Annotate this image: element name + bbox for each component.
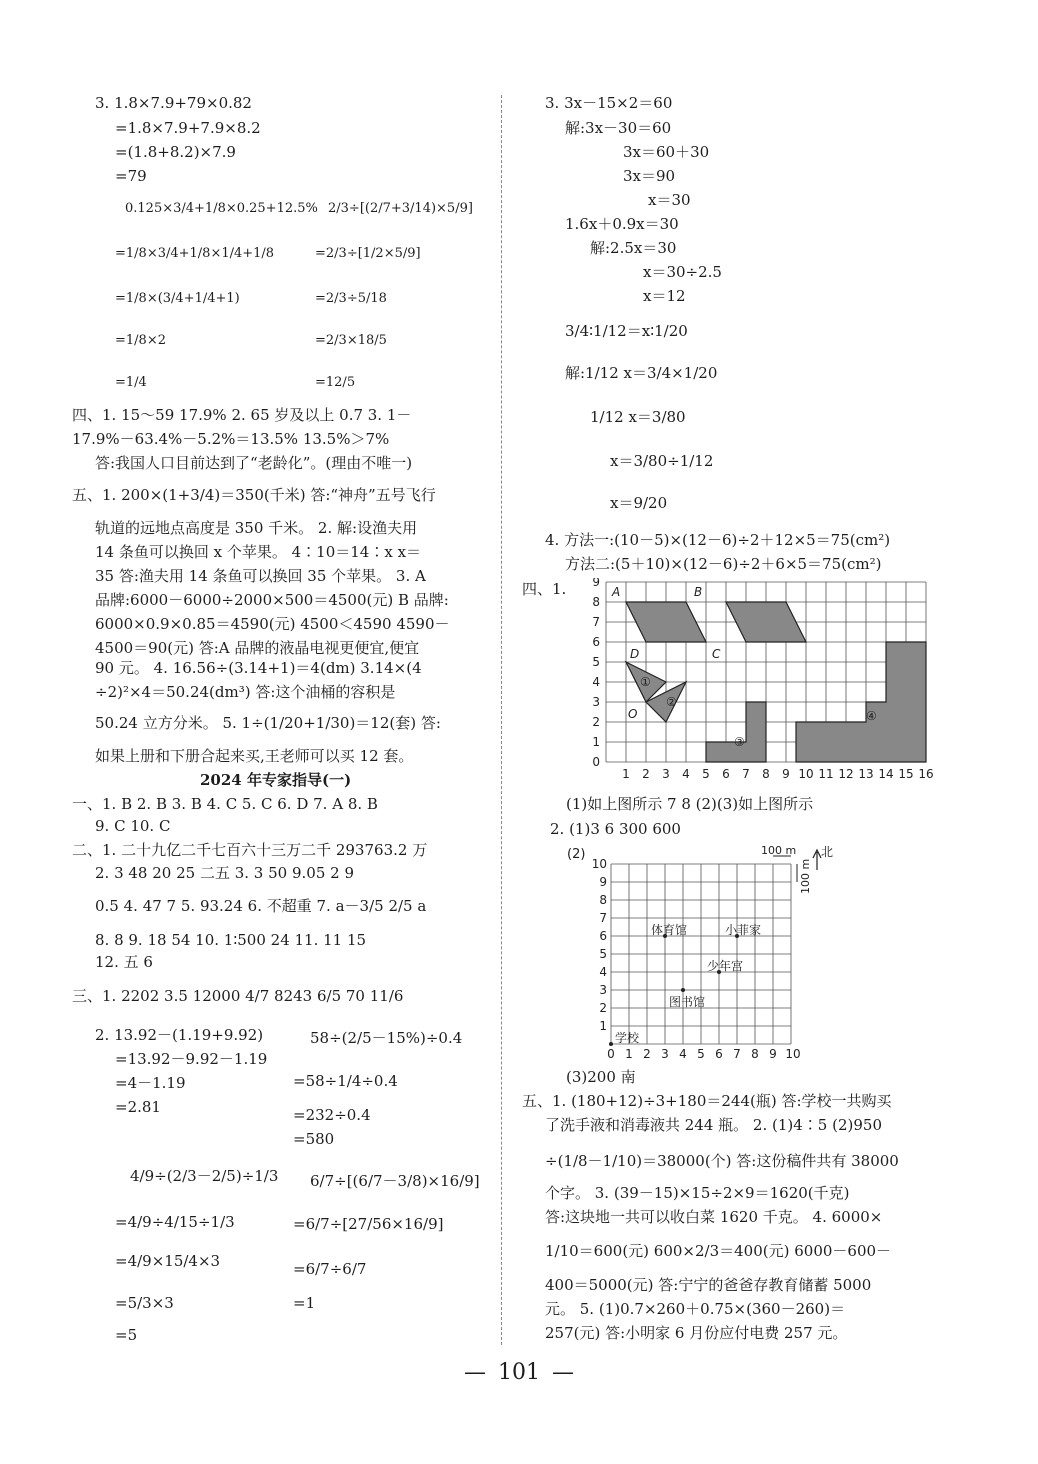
svg-text:3: 3 — [599, 983, 607, 997]
sec4-line-3: 答:我国人口目前达到了“老龄化”。(理由不唯一) — [95, 454, 413, 472]
svg-text:6: 6 — [592, 635, 600, 649]
grid-figure — [570, 578, 940, 792]
svg-text:10: 10 — [798, 767, 814, 781]
svg-text:1: 1 — [625, 1047, 633, 1061]
shape-3-label: ③ — [734, 735, 745, 749]
r-sec5-line-1: 五、1. (180+12)÷3+180＝244(瓶) 答:学校一共购买 — [522, 1092, 892, 1110]
sec3-2-left-1: 2. 13.92－(1.19+9.92) — [95, 1026, 264, 1044]
svg-text:11: 11 — [818, 767, 834, 781]
sec3-3-right-2: =6/7÷[27/56×16/9] — [293, 1215, 444, 1233]
map-figure — [565, 842, 855, 1064]
sec3-line-1: 三、1. 2202 3.5 12000 4/7 8243 6/5 70 11/6 — [72, 987, 404, 1005]
sec2-line-4: 8. 8 9. 18 54 10. 1∶500 24 11. 11 15 — [95, 931, 367, 949]
svg-text:8: 8 — [592, 595, 600, 609]
svg-text:7: 7 — [592, 615, 600, 629]
sec5-line-3: 14 条鱼可以换回 x 个苹果。 4∶10＝14∶x x＝ — [95, 543, 422, 561]
svg-text:3: 3 — [661, 1047, 669, 1061]
svg-text:12: 12 — [838, 767, 854, 781]
point-b-label: B — [694, 585, 703, 599]
r-sec5-line-3: ÷(1/8－1/10)＝38000(个) 答:这份稿件共有 38000 — [545, 1152, 899, 1170]
shape-1-label: ① — [640, 675, 651, 689]
sec4-after-text: (1)如上图所示 7 8 (2)(3)如上图所示 — [566, 795, 814, 813]
grid-x-ticks — [622, 767, 933, 781]
eq1-line-1: 3. 3x－15×2＝60 — [545, 94, 673, 112]
svg-text:1: 1 — [592, 735, 600, 749]
svg-text:5: 5 — [702, 767, 710, 781]
page-number-value: 101 — [498, 1360, 540, 1385]
eq1-line-3: 3x＝60＋30 — [623, 143, 710, 161]
place-library: 图书馆 — [669, 995, 706, 1009]
q3b-left-2: =1/8×3/4+1/8×1/4+1/8 — [115, 246, 275, 261]
sec5-line-10: 50.24 立方分米。 5. 1÷(1/20+1/30)＝12(套) 答: — [95, 714, 441, 732]
q3-line-4: =79 — [115, 167, 147, 185]
q3b-right-5: =12/5 — [315, 375, 356, 390]
eq1-line-2: 解:3x－30＝60 — [565, 119, 672, 137]
place-gym: 体育馆 — [651, 923, 688, 937]
north-label: 北 — [821, 845, 834, 859]
r-sec5-line-4: 个字。 3. (39－15)×15÷2×9＝1620(千克) — [545, 1184, 850, 1202]
q3b-left-5: =1/4 — [115, 375, 147, 390]
sec3-2-right-4: =580 — [293, 1130, 335, 1148]
sec1-line-2: 9. C 10. C — [95, 817, 171, 835]
sec4-label: 四、1. — [522, 580, 567, 598]
sec2-line-3: 0.5 4. 47 7 5. 93.24 6. 不超重 7. a－3/5 2/5 a — [95, 897, 427, 915]
page-number — [0, 1360, 1038, 1385]
sec3-2-right-2: =58÷1/4÷0.4 — [293, 1072, 398, 1090]
sec5-line-1: 五、1. 200×(1+3/4)＝350(千米) 答:“神舟”五号飞行 — [72, 486, 436, 504]
svg-text:4: 4 — [599, 965, 607, 979]
eq1-line-5: x＝30 — [648, 191, 691, 209]
point-d-label: D — [630, 647, 640, 661]
sec3-2-right-1: 58÷(2/5－15%)÷0.4 — [310, 1029, 463, 1047]
svg-text:0: 0 — [592, 755, 600, 769]
sec2-line-1: 二、1. 二十九亿二千七百六十三万二千 293763.2 万 — [72, 841, 428, 859]
sec5-line-5: 品牌:6000－6000÷2000×500＝4500(元) B 品牌: — [95, 591, 449, 609]
svg-text:7: 7 — [599, 911, 607, 925]
point-o-label: O — [628, 707, 638, 721]
sec3-3-right-4: =1 — [293, 1294, 316, 1312]
svg-text:6: 6 — [599, 929, 607, 943]
place-home: 小菲家 — [725, 923, 762, 937]
q3b-right-1: 2/3÷[(2/7+3/14)×5/9] — [328, 201, 473, 216]
q3-line-1: 3. 1.8×7.9+79×0.82 — [95, 94, 252, 112]
svg-text:9: 9 — [592, 578, 600, 589]
sec2-line-5: 12. 五 6 — [95, 953, 153, 971]
svg-text:7: 7 — [742, 767, 750, 781]
sec3-3-left-1: 4/9÷(2/3－2/5)÷1/3 — [130, 1167, 279, 1185]
svg-text:4: 4 — [682, 767, 690, 781]
shape-2-label: ② — [666, 695, 677, 709]
sec1-line-1: 一、1. B 2. B 3. B 4. C 5. C 6. D 7. A 8. B — [72, 795, 378, 813]
sec3-3-left-3: =4/9×15/4×3 — [115, 1252, 221, 1270]
svg-text:4: 4 — [679, 1047, 687, 1061]
dot-school — [609, 1042, 613, 1046]
svg-text:5: 5 — [592, 655, 600, 669]
sec4-3-text: (3)200 南 — [566, 1068, 636, 1086]
q3b-left-1: 0.125×3/4+1/8×0.25+12.5% — [125, 201, 318, 216]
dot-library — [681, 988, 685, 992]
svg-text:2: 2 — [599, 1001, 607, 1015]
eq2-line-4: x＝12 — [643, 287, 686, 305]
map-x-ticks — [607, 1047, 800, 1061]
svg-text:8: 8 — [599, 893, 607, 907]
svg-text:6: 6 — [715, 1047, 723, 1061]
eq3-line-1: 3/4∶1/12＝x∶1/20 — [565, 322, 688, 340]
sec3-2-left-3: =4－1.19 — [115, 1074, 186, 1092]
eq3-line-4: x＝3/80÷1/12 — [610, 452, 714, 470]
scale-vertical: 100 m — [799, 858, 812, 894]
sec3-3-right-3: =6/7÷6/7 — [293, 1260, 367, 1278]
svg-text:8: 8 — [762, 767, 770, 781]
svg-text:9: 9 — [769, 1047, 777, 1061]
svg-text:1: 1 — [599, 1019, 607, 1033]
q4-line-2: 方法二:(5＋10)×(12－6)÷2＋6×5＝75(cm²) — [565, 555, 882, 573]
point-c-label: C — [712, 647, 721, 661]
sec4-2-text: 2. (1)3 6 300 600 — [550, 820, 681, 838]
svg-text:2: 2 — [642, 767, 650, 781]
svg-text:10: 10 — [785, 1047, 801, 1061]
svg-text:2: 2 — [592, 715, 600, 729]
eq2-line-2: 解:2.5x＝30 — [590, 239, 677, 257]
q3b-right-2: =2/3÷[1/2×5/9] — [315, 246, 421, 261]
svg-text:2: 2 — [643, 1047, 651, 1061]
r-sec5-line-7: 400＝5000(元) 答:宁宁的爸爸存教育储蓄 5000 — [545, 1276, 872, 1294]
point-a-label: A — [612, 585, 621, 599]
place-school: 学校 — [615, 1031, 640, 1045]
svg-text:6: 6 — [722, 767, 730, 781]
sec3-2-right-3: =232÷0.4 — [293, 1106, 371, 1124]
sec3-3-left-5: =5 — [115, 1326, 138, 1344]
sec3-3-right-1: 6/7÷[(6/7－3/8)×16/9] — [310, 1172, 480, 1190]
svg-text:10: 10 — [591, 857, 607, 871]
place-youth-palace: 少年宫 — [707, 959, 744, 973]
sec3-3-left-2: =4/9÷4/15÷1/3 — [115, 1213, 235, 1231]
column-divider — [501, 95, 502, 1345]
sec5-line-4: 35 答:渔夫用 14 条鱼可以换回 35 个苹果。 3. A — [95, 567, 426, 585]
eq2-line-3: x＝30÷2.5 — [643, 263, 722, 281]
r-sec5-line-8: 元。 5. (1)0.7×260＋0.75×(360－260)＝ — [545, 1300, 846, 1318]
svg-text:16: 16 — [918, 767, 934, 781]
svg-text:13: 13 — [858, 767, 874, 781]
r-sec5-line-2: 了洗手液和消毒液共 244 瓶。 2. (1)4∶5 (2)950 — [545, 1116, 882, 1134]
svg-text:0: 0 — [607, 1047, 615, 1061]
page-number-dash-right: — — [552, 1360, 574, 1385]
sec2-line-2: 2. 3 48 20 25 二五 3. 3 50 9.05 2 9 — [95, 864, 354, 882]
eq3-line-5: x＝9/20 — [610, 494, 668, 512]
parallelogram-abcd — [626, 602, 706, 642]
q3b-left-4: =1/8×2 — [115, 333, 166, 348]
shape-4-label: ④ — [866, 709, 877, 723]
eq2-line-1: 1.6x＋0.9x＝30 — [565, 215, 679, 233]
eq3-line-2: 解:1/12 x＝3/4×1/20 — [565, 364, 718, 382]
r-sec5-line-6: 1/10＝600(元) 600×2/3＝400(元) 6000－600－ — [545, 1242, 892, 1260]
eq3-line-3: 1/12 x＝3/80 — [590, 408, 686, 426]
q3b-right-3: =2/3÷5/18 — [315, 291, 387, 306]
svg-text:3: 3 — [662, 767, 670, 781]
grid-y-ticks — [592, 578, 600, 769]
sec4-line-2: 17.9%－63.4%－5.2%＝13.5% 13.5%＞7% — [72, 430, 390, 448]
sec5-line-7: 4500＝90(元) 答:A 品牌的液晶电视更便宜,便宜 — [95, 639, 420, 657]
svg-text:3: 3 — [592, 695, 600, 709]
svg-text:9: 9 — [599, 875, 607, 889]
svg-text:8: 8 — [751, 1047, 759, 1061]
svg-text:5: 5 — [599, 947, 607, 961]
section-heading: 2024 年专家指导(一) — [200, 771, 352, 789]
sec5-line-11: 如果上册和下册合起来买,王老师可以买 12 套。 — [95, 747, 414, 765]
sec3-2-left-2: =13.92－9.92－1.19 — [115, 1050, 268, 1068]
sec5-line-2: 轨道的远地点高度是 350 千米。 2. 解:设渔夫用 — [95, 519, 418, 537]
eq1-line-4: 3x＝90 — [623, 167, 676, 185]
sec5-line-9: ÷2)²×4＝50.24(dm³) 答:这个油桶的容积是 — [95, 683, 396, 701]
svg-text:1: 1 — [622, 767, 630, 781]
sec3-3-left-4: =5/3×3 — [115, 1294, 174, 1312]
sec5-line-8: 90 元。 4. 16.56÷(3.14+1)＝4(dm) 3.14×(4 — [95, 659, 422, 677]
q4-line-1: 4. 方法一:(10－5)×(12－6)÷2＋12×5＝75(cm²) — [545, 531, 891, 549]
sec4-line-1: 四、1. 15～59 17.9% 2. 65 岁及以上 0.7 3. 1－ — [72, 406, 412, 424]
sec3-2-left-4: =2.81 — [115, 1098, 161, 1116]
svg-text:7: 7 — [733, 1047, 741, 1061]
north-arrow-icon — [813, 850, 821, 870]
q3-line-3: =(1.8+8.2)×7.9 — [115, 143, 236, 161]
page-number-dash-left: — — [464, 1360, 486, 1385]
scale-horizontal: 100 m — [761, 844, 797, 857]
map-label: (2) — [567, 847, 586, 862]
shape-3 — [706, 702, 766, 762]
svg-text:14: 14 — [878, 767, 894, 781]
svg-text:5: 5 — [697, 1047, 705, 1061]
r-sec5-line-5: 答:这块地一共可以收白菜 1620 千克。 4. 6000× — [545, 1208, 883, 1226]
svg-text:9: 9 — [782, 767, 790, 781]
q3b-left-3: =1/8×(3/4+1/4+1) — [115, 291, 240, 306]
map-y-ticks — [592, 857, 607, 1033]
q3-line-2: =1.8×7.9+7.9×8.2 — [115, 119, 261, 137]
sec5-line-6: 6000×0.9×0.85＝4590(元) 4500＜4590 4590－ — [95, 615, 450, 633]
r-sec5-line-9: 257(元) 答:小明家 6 月份应付电费 257 元。 — [545, 1324, 848, 1342]
svg-text:15: 15 — [898, 767, 914, 781]
q3b-right-4: =2/3×18/5 — [315, 333, 387, 348]
svg-text:4: 4 — [592, 675, 600, 689]
parallelogram-translated — [726, 602, 806, 642]
